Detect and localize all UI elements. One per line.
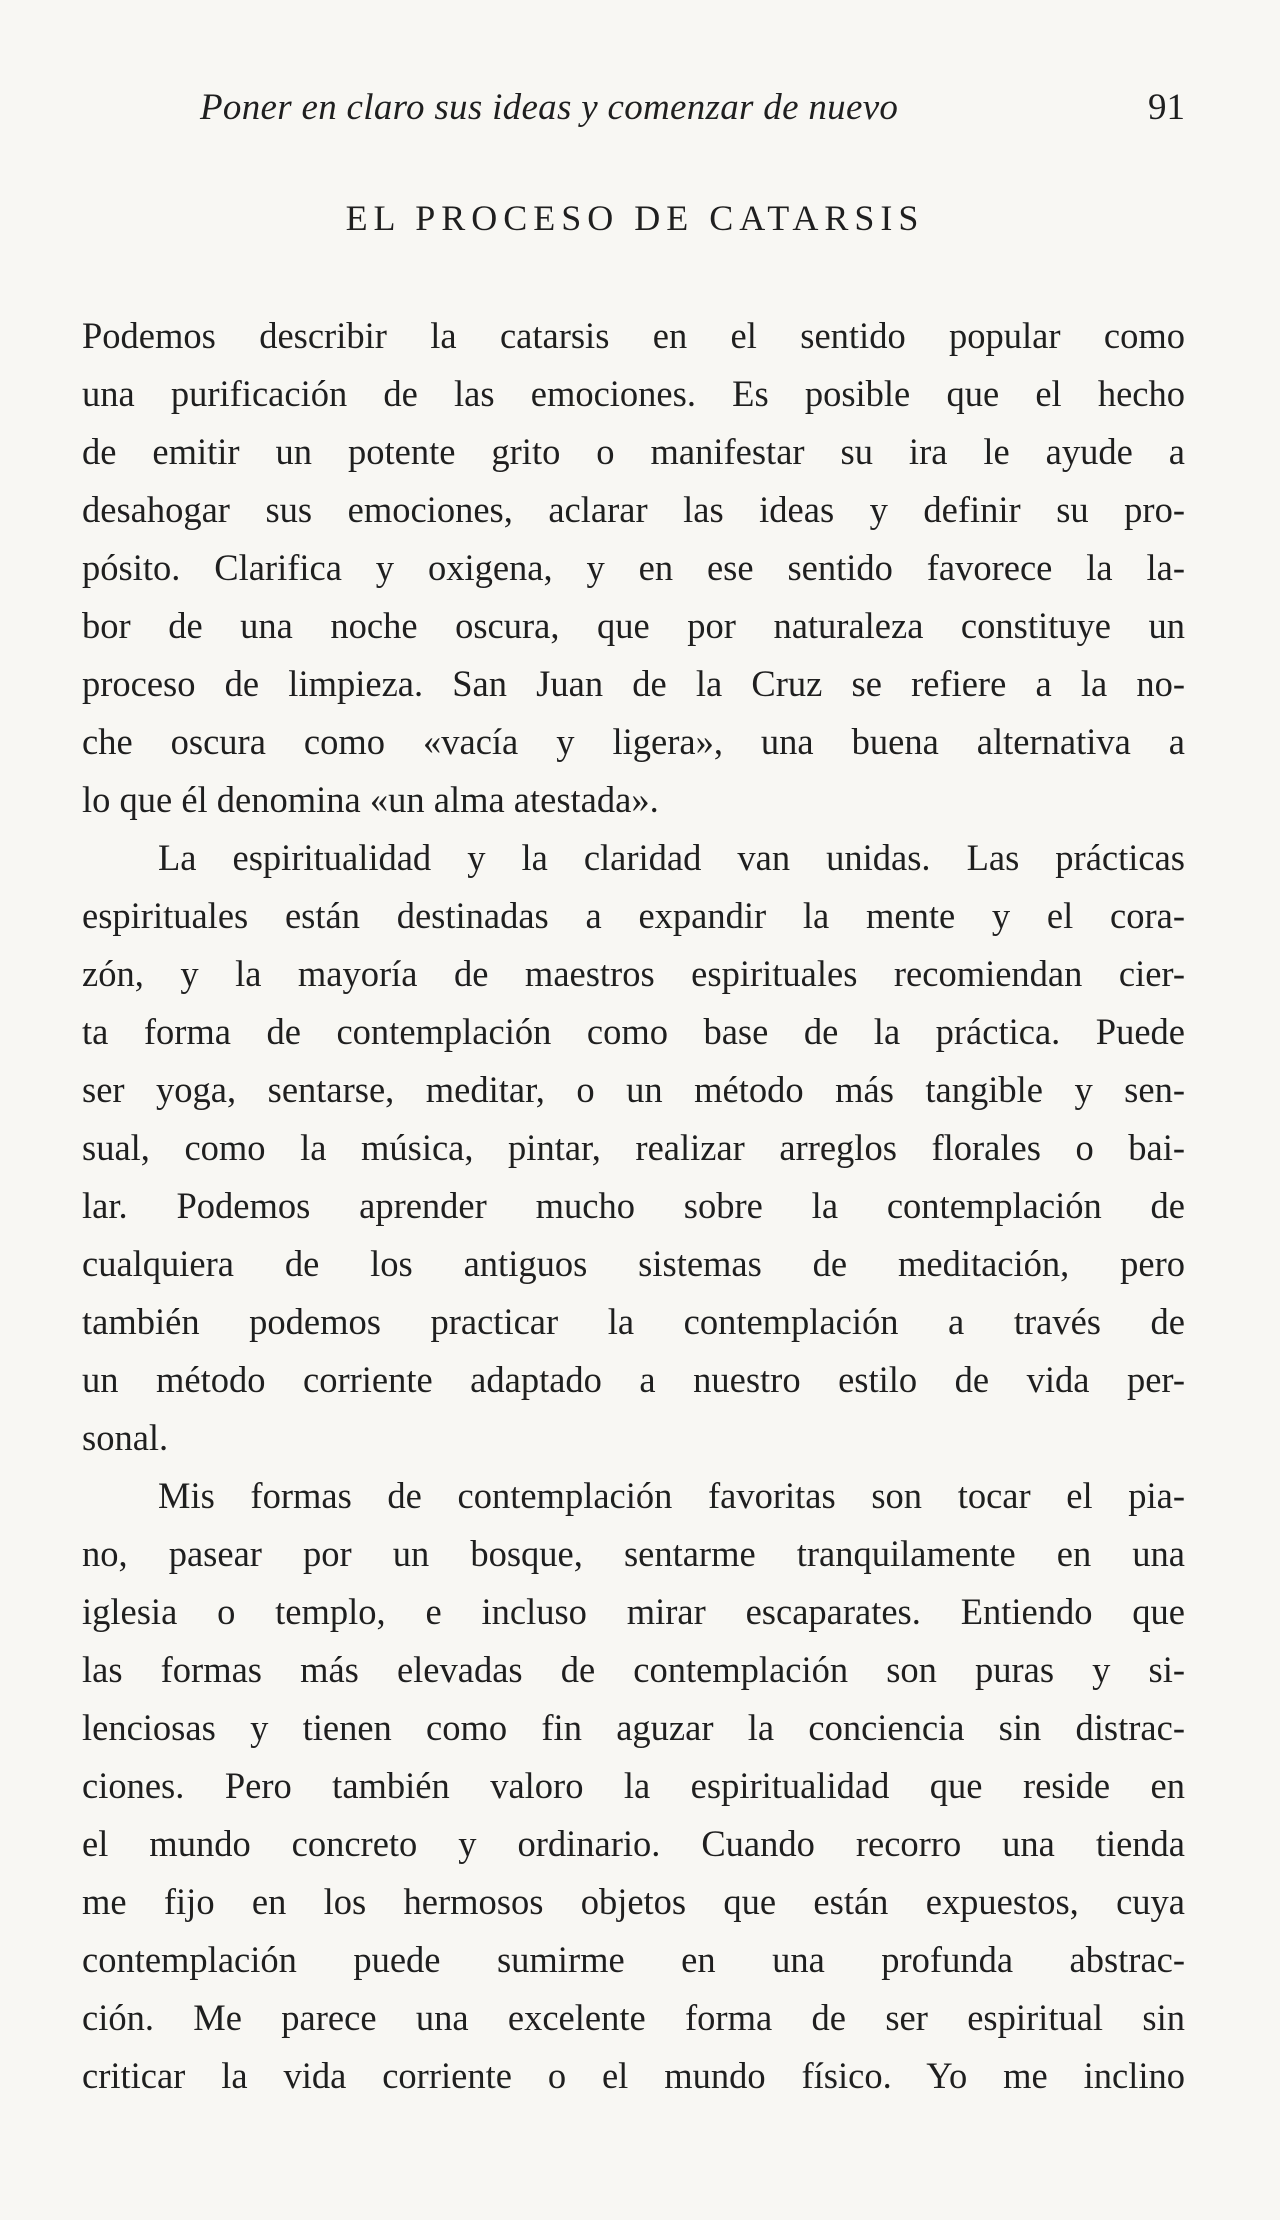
text-line: también podemos practicar la contemplación a través de — [82, 1301, 1185, 1342]
text-line: pósito. Clarifica y oxigena, y en ese sentido favorece la la- — [82, 547, 1185, 588]
text-line: me fijo en los hermosos objetos que están expuestos, cuya — [82, 1881, 1185, 1922]
running-title: Poner en claro sus ideas y comenzar de nuevo — [200, 87, 899, 128]
section-title: EL PROCESO DE CATARSIS — [345, 198, 925, 238]
text-line: ta forma de contemplación como base de la práctica. Puede — [82, 1011, 1185, 1052]
text-line: ciones. Pero también valoro la espiritualidad que reside en — [82, 1765, 1185, 1806]
text-line: espirituales están destinadas a expandir la mente y el cora- — [82, 895, 1185, 936]
text-line: cualquiera de los antiguos sistemas de meditación, pero — [82, 1243, 1185, 1284]
text-line: zón, y la mayoría de maestros espirituales recomiendan cier- — [82, 953, 1185, 994]
text-line: lenciosas y tienen como fin aguzar la conciencia sin distrac- — [82, 1707, 1185, 1748]
text-line: desahogar sus emociones, aclarar las ideas y definir su pro- — [82, 489, 1185, 530]
text-line: Mis formas de contemplación favoritas son tocar el pia- — [158, 1475, 1185, 1516]
text-line: sonal. — [82, 1417, 169, 1458]
text-line: che oscura como «vacía y ligera», una buena alternativa a — [82, 721, 1185, 762]
text-line: sual, como la música, pintar, realizar arreglos florales o bai- — [82, 1127, 1185, 1168]
text-line: iglesia o templo, e incluso mirar escaparates. Entiendo que — [82, 1591, 1185, 1632]
text-line: lo que él denomina «un alma atestada». — [82, 779, 659, 820]
text-line: lar. Podemos aprender mucho sobre la contemplación de — [82, 1185, 1185, 1226]
text-line: no, pasear por un bosque, sentarme tranquilamente en una — [82, 1533, 1185, 1574]
text-line: ción. Me parece una excelente forma de ser espiritual sin — [82, 1997, 1185, 2038]
text-line: contemplación puede sumirme en una profunda abstrac- — [82, 1939, 1185, 1980]
text-line: proceso de limpieza. San Juan de la Cruz se refiere a la no- — [82, 663, 1185, 704]
page-number: 91 — [1148, 87, 1185, 128]
text-line: ser yoga, sentarse, meditar, o un método más tangible y sen- — [82, 1069, 1185, 1110]
text-line: bor de una noche oscura, que por naturaleza constituye un — [82, 605, 1185, 646]
text-line: el mundo concreto y ordinario. Cuando recorro una tienda — [82, 1823, 1185, 1864]
running-head — [200, 78, 1185, 138]
text-line: las formas más elevadas de contemplación son puras y si- — [82, 1649, 1185, 1690]
text-line: una purificación de las emociones. Es posible que el hecho — [82, 373, 1185, 414]
text-line: criticar la vida corriente o el mundo físico. Yo me inclino — [82, 2055, 1185, 2096]
text-line: un método corriente adaptado a nuestro estilo de vida per- — [82, 1359, 1185, 1400]
text-line: La espiritualidad y la claridad van unidas. Las prácticas — [158, 837, 1185, 878]
text-line: de emitir un potente grito o manifestar su ira le ayude a — [82, 431, 1185, 472]
text-line: Podemos describir la catarsis en el sentido popular como — [82, 315, 1185, 356]
body-text — [82, 307, 1185, 2105]
